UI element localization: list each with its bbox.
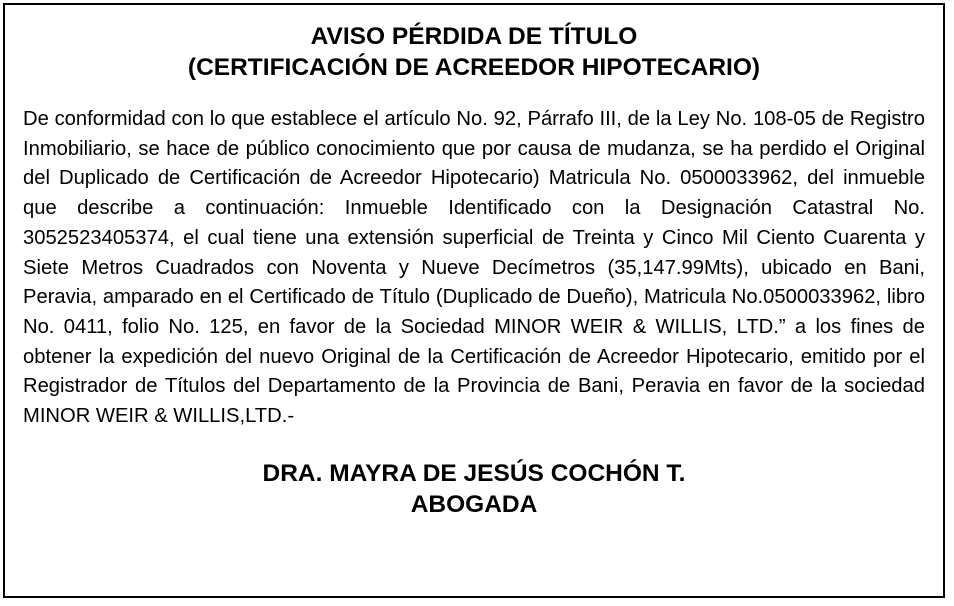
notice-title-line-1: AVISO PÉRDIDA DE TÍTULO: [310, 23, 638, 50]
notice-title: [23, 21, 925, 83]
signer-title: ABOGADA: [410, 490, 538, 518]
signer-name: DRA. MAYRA DE JESÚS COCHÓN T.: [262, 459, 686, 487]
notice-title-line-2: (CERTIFICACIÓN DE ACREEDOR HIPOTECARIO): [187, 54, 761, 81]
notice-body-paragraph: De conformidad con lo que establece el artículo No. 92, Párrafo III, de la Ley No. 108-05 de Registro Inmobiliario, se hace de público conocimiento que por causa de mudanza, se ha perdido el Original del Duplicado de Certificación de Acreedor Hipotecario) Matricula No. 0500033962, del inmueble que describe a continuación: Inmueble Identificado con la Designación Catastral No. 3052523405374, el cual tiene una extensión superficial de Treinta y Cinco Mil Ciento Cuarenta y Siete Metros Cuadrados con Noventa y Nueve Decímetros (35,147.99Mts), ubicado en Bani, Peravia, amparado en el Certificado de Título (Duplicado de Dueño), Matricula No.0500033962, libro No. 0411, folio No. 125, en favor de la Sociedad MINOR WEIR & WILLIS, LTD.” a los fines de obtener la expedición del nuevo Original de la Certificación de Acreedor Hipotecario, emitido por el Registrador de Títulos del Departamento de la Provincia de Bani, Peravia en favor de la sociedad MINOR WEIR & WILLIS,LTD.-: [23, 108, 925, 428]
legal-notice-box: [3, 3, 945, 598]
signature-block: [23, 458, 925, 520]
notice-content: [23, 5, 925, 596]
